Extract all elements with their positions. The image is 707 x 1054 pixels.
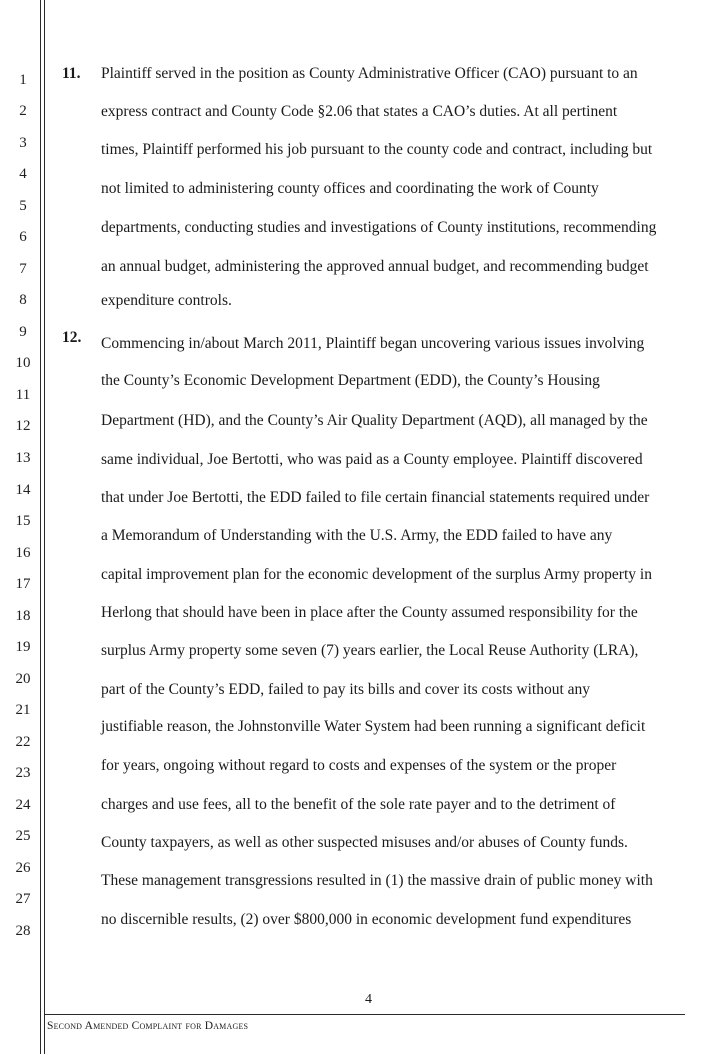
text-line: no discernible results, (2) over $800,000 in economic development fund expenditures — [101, 911, 632, 928]
line-number: 26 — [15, 860, 31, 876]
line-number: 9 — [19, 324, 27, 340]
line-number: 20 — [15, 671, 31, 687]
text-line: for years, ongoing without regard to costs and expenses of the system or the proper — [101, 757, 617, 774]
text-line: same individual, Joe Bertotti, who was paid as a County employee. Plaintiff discovered — [101, 451, 643, 468]
line-number: 1 — [19, 72, 27, 88]
line-number: 17 — [15, 576, 31, 592]
line-number: 10 — [15, 355, 31, 371]
line-number: 12 — [15, 418, 31, 434]
text-line: part of the County’s EDD, failed to pay its bills and cover its costs without any — [101, 681, 591, 698]
text-line: These management transgressions resulted in (1) the massive drain of public money with — [101, 872, 653, 889]
line-numbers-column — [0, 0, 40, 1054]
line-number: 11 — [15, 387, 31, 403]
line-number: 13 — [15, 450, 31, 466]
line-number: 22 — [15, 734, 31, 750]
line-number: 19 — [15, 639, 31, 655]
text-line: an annual budget, administering the approved annual budget, and recommending budget — [101, 258, 649, 275]
text-line: departments, conducting studies and investigations of County institutions, recommending — [101, 219, 657, 236]
document-title-footer: Second Amended Complaint for Damages — [47, 1020, 249, 1032]
line-number: 2 — [19, 103, 27, 119]
text-line: times, Plaintiff performed his job pursuant to the county code and contract, including but — [101, 141, 653, 158]
line-number: 4 — [19, 166, 27, 182]
footer-rule — [44, 1014, 685, 1015]
text-line: surplus Army property some seven (7) years earlier, the Local Reuse Authority (LRA), — [101, 642, 639, 659]
text-line: that under Joe Bertotti, the EDD failed to file certain financial statements required under — [101, 489, 650, 506]
line-number: 5 — [19, 198, 27, 214]
text-line: express contract and County Code §2.06 that states a CAO’s duties. At all pertinent — [101, 103, 618, 120]
text-line: expenditure controls. — [101, 292, 232, 309]
line-number: 24 — [15, 797, 31, 813]
text-line: Herlong that should have been in place after the County assumed responsibility for the — [101, 604, 638, 621]
line-number: 8 — [19, 292, 27, 308]
text-line: a Memorandum of Understanding with the U.S. Army, the EDD failed to have any — [101, 527, 613, 544]
text-line: Commencing in/about March 2011, Plaintiff began uncovering various issues involving — [101, 335, 645, 352]
paragraph-number: 12. — [62, 329, 82, 346]
text-line: justifiable reason, the Johnstonville Water System had been running a significant deficit — [101, 718, 646, 735]
left-margin-rule-outer — [40, 0, 41, 1054]
left-margin-rule-inner — [44, 0, 45, 1054]
text-line: County taxpayers, as well as other suspected misuses and/or abuses of County funds. — [101, 834, 628, 851]
line-number: 3 — [19, 135, 27, 151]
text-line: Plaintiff served in the position as County Administrative Officer (CAO) pursuant to an — [101, 65, 638, 82]
text-line: charges and use fees, all to the benefit of the sole rate payer and to the detriment of — [101, 796, 616, 813]
line-number: 25 — [15, 828, 31, 844]
text-line: not limited to administering county offices and coordinating the work of County — [101, 180, 599, 197]
text-line: capital improvement plan for the economic development of the surplus Army property in — [101, 566, 652, 583]
text-line: Department (HD), and the County’s Air Quality Department (AQD), all managed by the — [101, 412, 648, 429]
line-number: 28 — [15, 923, 31, 939]
page-number: 4 — [365, 992, 372, 1007]
text-line: the County’s Economic Development Department (EDD), the County’s Housing — [101, 372, 600, 389]
line-number: 27 — [15, 891, 31, 907]
line-number: 21 — [15, 702, 31, 718]
paragraph-number: 11. — [62, 65, 81, 82]
line-number: 23 — [15, 765, 31, 781]
line-number: 14 — [15, 482, 31, 498]
line-number: 18 — [15, 608, 31, 624]
line-number: 7 — [19, 261, 27, 277]
line-number: 6 — [19, 229, 27, 245]
line-number: 16 — [15, 545, 31, 561]
line-number: 15 — [15, 513, 31, 529]
